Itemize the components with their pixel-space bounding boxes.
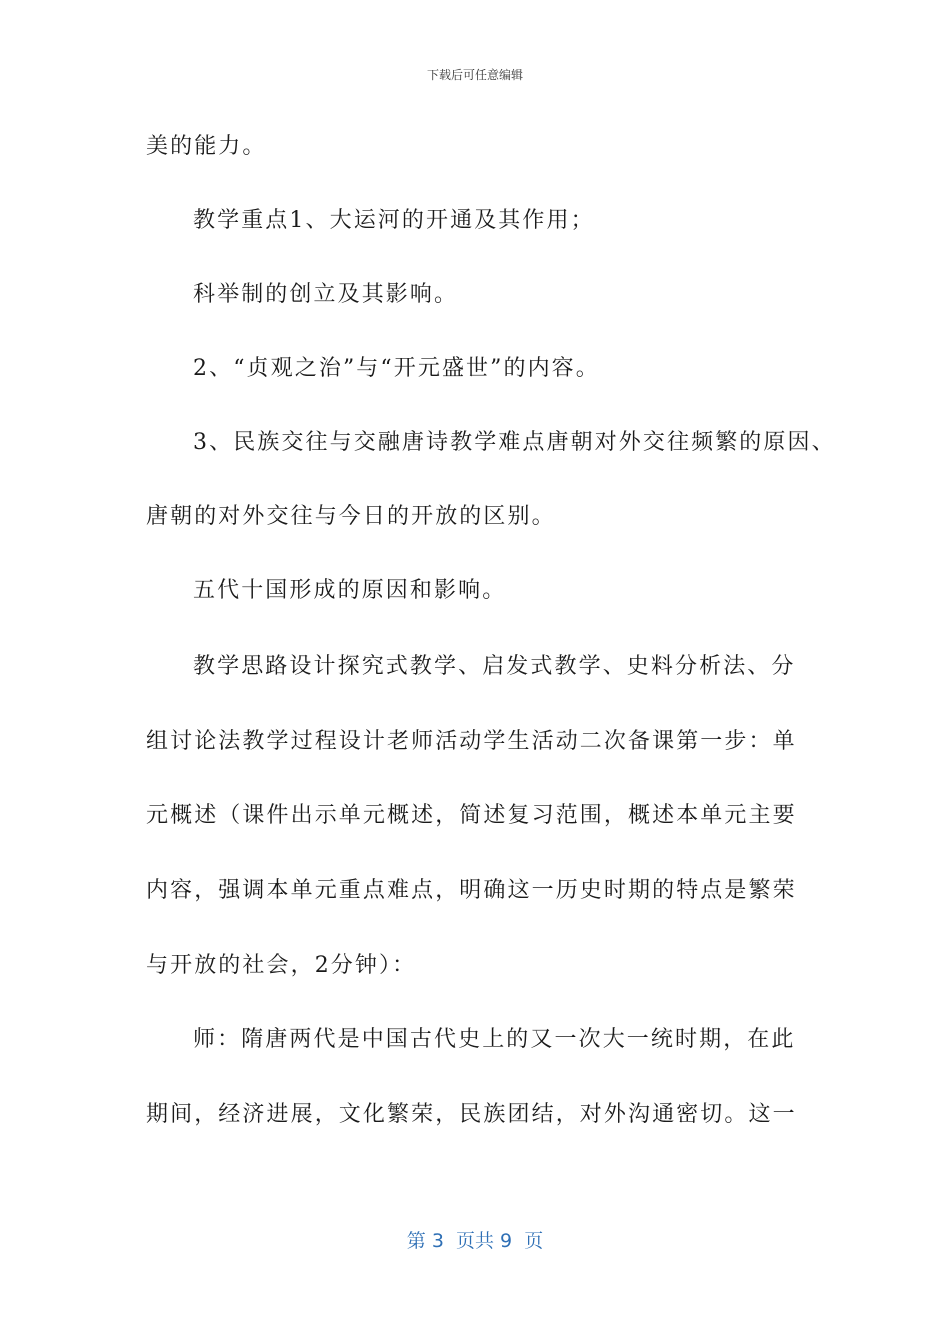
body-line-11: 内容，强调本单元重点难点，明确这一历史时期的特点是繁荣 [146,878,797,903]
body-line-6: 唐朝的对外交往与今日的开放的区别。 [146,504,556,529]
body-line-10: 元概述（课件出示单元概述，简述复习范围，概述本单元主要 [146,803,797,828]
body-line-9: 组讨论法教学过程设计老师活动学生活动二次备课第一步：单 [146,729,797,754]
page-header: 下载后可任意编辑 [426,68,523,82]
body-line-5: 3、民族交往与交融唐诗教学难点唐朝对外交往频繁的原因、 [193,430,836,455]
body-line-7: 五代十国形成的原因和影响。 [193,578,507,603]
body-line-14: 期间，经济进展，文化繁荣，民族团结，对外沟通密切。这一 [146,1102,797,1127]
body-line-4: 2、“贞观之治”与“开元盛世”的内容。 [193,356,600,381]
body-line-3: 科举制的创立及其影响。 [193,282,459,307]
page-number-footer: 第 3 页共 9 页 [406,1230,544,1252]
body-line-8: 教学思路设计探究式教学、启发式教学、史料分析法、分 [193,654,796,679]
body-line-12: 与开放的社会，2分钟）： [146,953,417,978]
body-line-2: 教学重点1、大运河的开通及其作用； [193,208,595,233]
body-line-1: 美的能力。 [146,134,267,159]
body-line-13: 师：隋唐两代是中国古代史上的又一次大一统时期，在此 [193,1027,796,1052]
